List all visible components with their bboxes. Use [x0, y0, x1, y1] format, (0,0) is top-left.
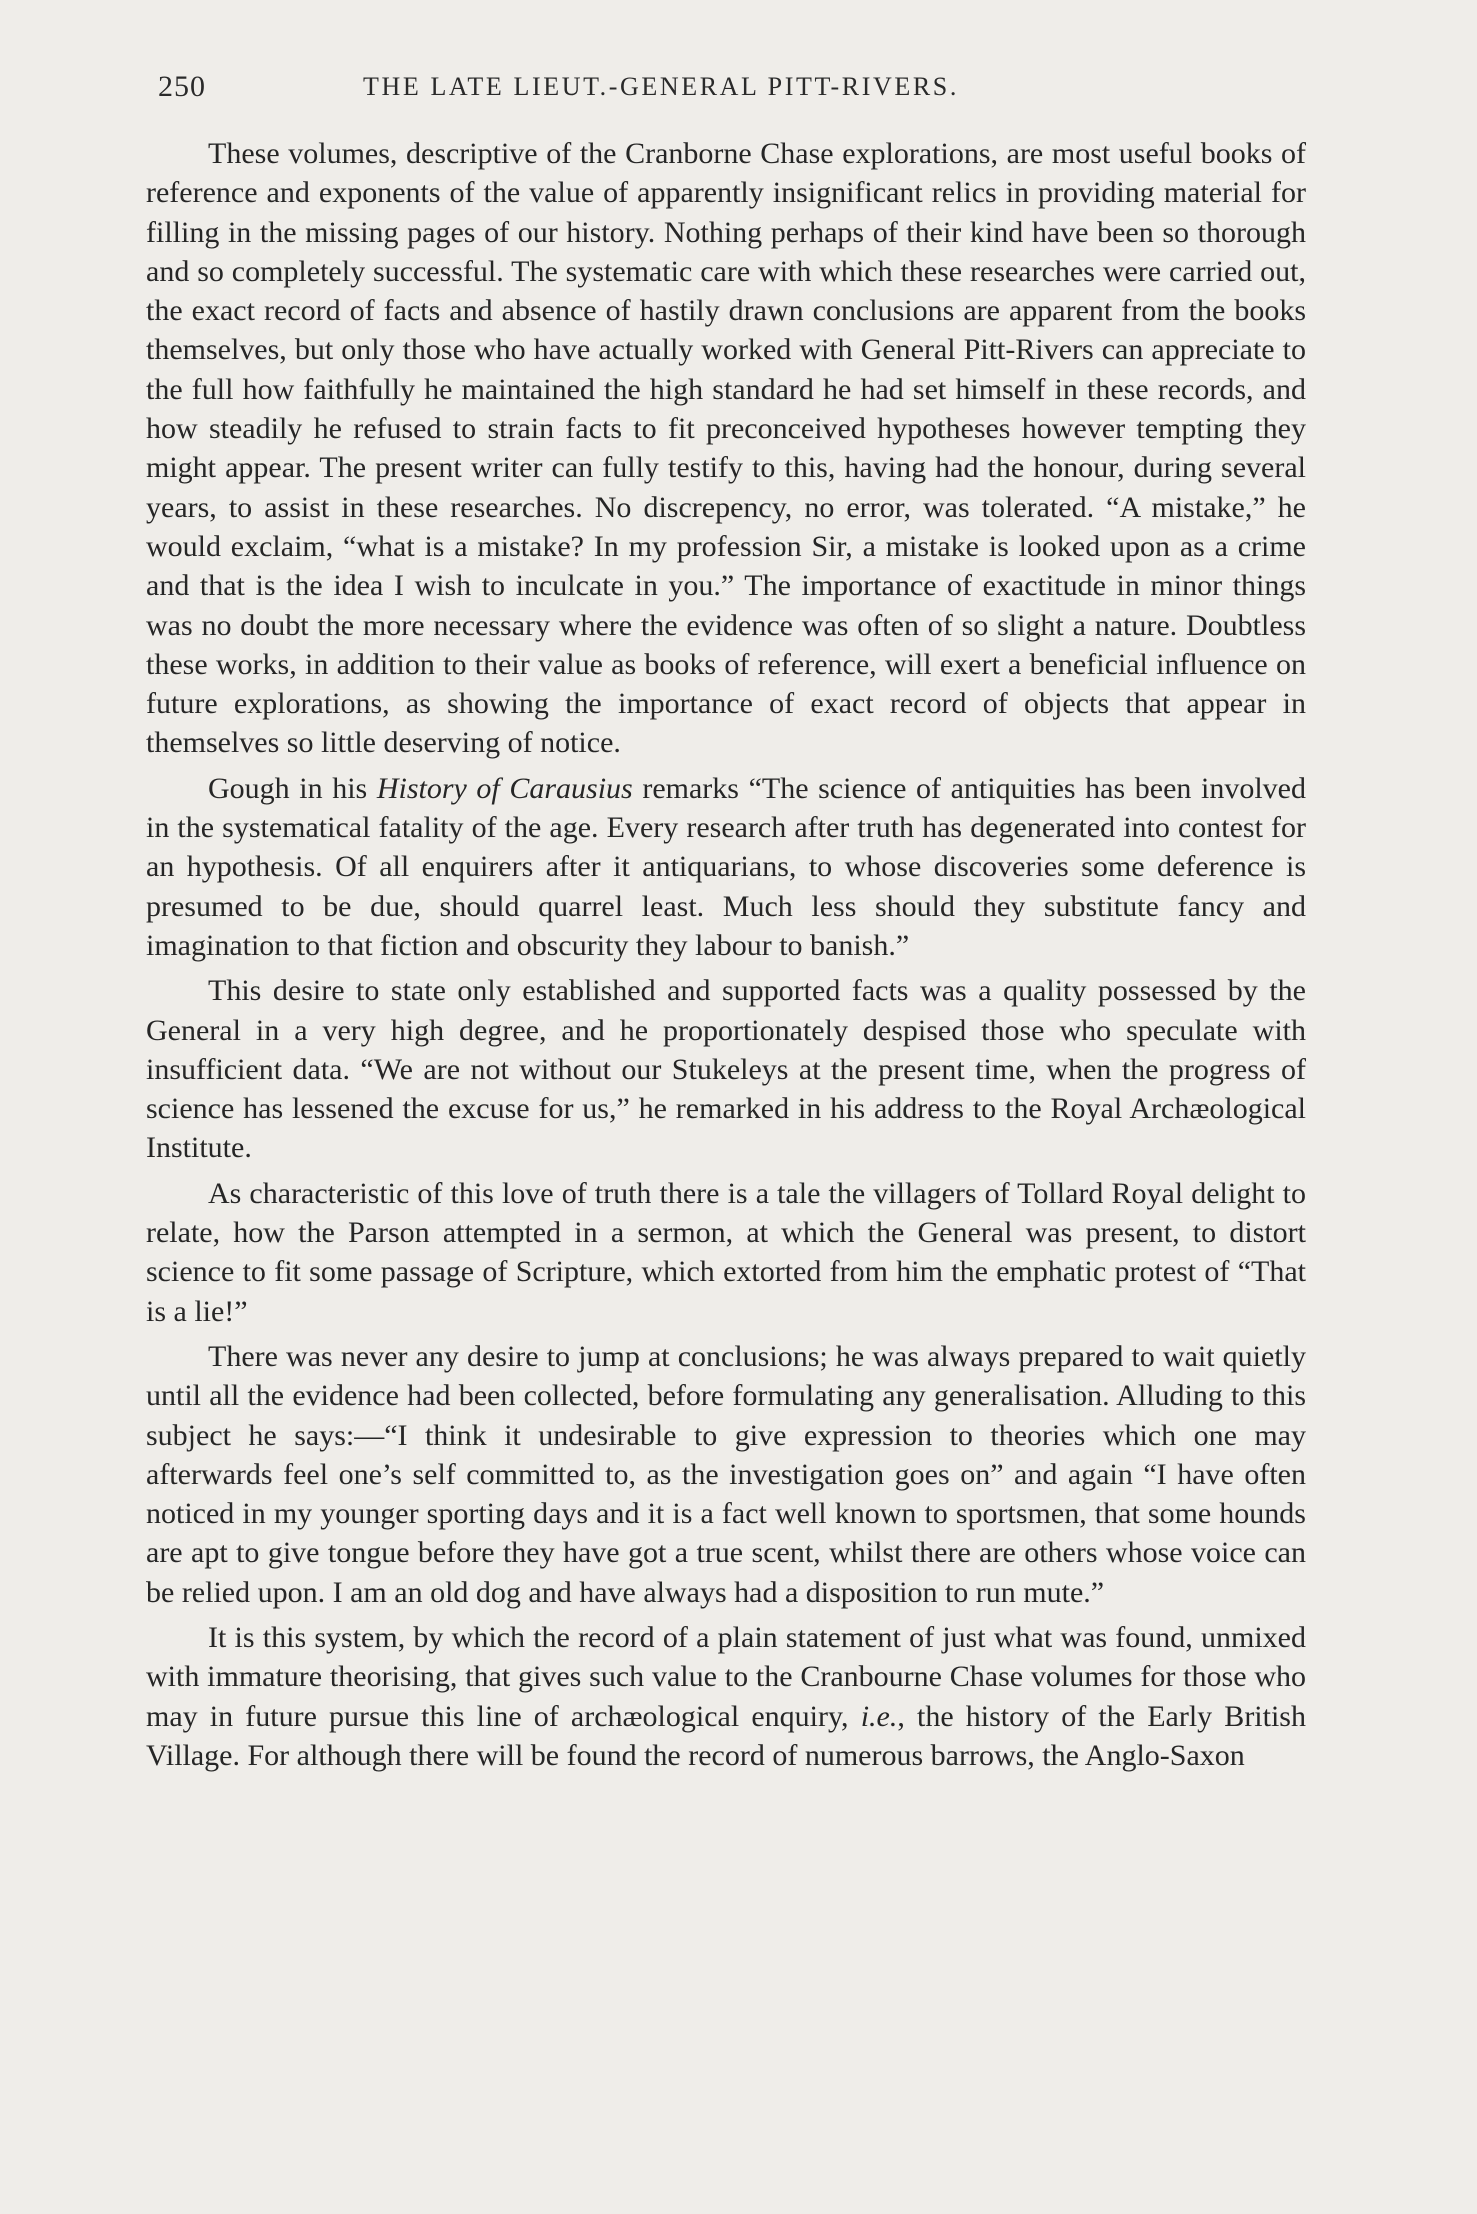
paragraph-1 [146, 134, 1306, 763]
paragraph-4 [146, 1174, 1306, 1331]
body-text [146, 134, 1306, 1781]
paragraph-4-text: As characteristic of this love of truth there is a tale the villagers of Tollard Royal delight to relate, how the Parson attempted in a sermon, at which the General was present, to distort science to fit some passage of Scripture, which extorted from him the emphatic protest of “That is a lie!” [146, 1176, 1306, 1328]
paragraph-3-text: This desire to state only established and supported facts was a quality possessed by the General in a very high degree, and he proportionately despised those who speculate with insufficient data. “We are not without our Stukeleys at the present time, when the progress of science has lessened the excuse for us,” he remarked in his address to the Royal Archæological Institute. [146, 974, 1306, 1165]
paragraph-5 [146, 1337, 1306, 1612]
page-number: 250 [158, 70, 206, 103]
paragraph-3 [146, 971, 1306, 1167]
paragraph-2-text-after: remarks “The science of antiquities has been involved in the systematical fatality of the age. Every research after truth has degenerated into contest for an hypothesis. Of all enquirers after it antiquarians, to whose discoveries some deference is presumed to be due, should quarrel least. Much less should they substitute fancy and imagination to that fiction and obscurity they labour to banish.” [146, 771, 1306, 962]
running-head: THE LATE LIEUT.-GENERAL PITT-RIVERS. [363, 72, 959, 101]
paragraph-6-text-before: It is this system, by which the record of a plain statement of just what was found, unmixed with immature theorising, that gives such value to the Cranbourne Chase volumes for those who may in future pursue this line of archæological enquiry, [146, 1620, 1306, 1733]
abbreviation-ie: i.e. [860, 1699, 898, 1733]
book-title-history-of-carausius: History of Carausius [376, 771, 633, 805]
paragraph-6-text-after: , the history of the Early British Village. For although there will be found the record of numerous barrows, the Anglo-Saxon [146, 1699, 1306, 1772]
paragraph-5-text: There was never any desire to jump at conclusions; he was always prepared to wait quietly until all the evidence had been collected, before formulating any generalisation. Alluding to this subject he says:—“I think it undesirable to give expression to theories which one may afterwards feel one’s self committed to, as the investigation goes on” and again “I have often noticed in my younger sporting days and it is a fact well known to sportsmen, that some hounds are apt to give tongue before they have got a true scent, whilst there are others whose voice can be relied upon. I am an old dog and have always had a disposition to run mute.” [146, 1339, 1306, 1609]
paragraph-1-text: These volumes, descriptive of the Cranborne Chase explorations, are most useful books of reference and exponents of the value of apparently insignificant relics in providing material for filling in the missing pages of our history. Nothing perhaps of their kind have been so thorough and so completely successful. The systematic care with which these researches were carried out, the exact record of facts and absence of hastily drawn conclusions are apparent from the books themselves, but only those who have actually worked with General Pitt-Rivers can appreciate to the full how faithfully he maintained the high standard he had set himself in these records, and how steadily he refused to strain facts to fit preconceived hypotheses however tempting they might appear. The present writer can fully testify to this, having had the honour, during several years, to assist in these researches. No discrepency, no error, was tolerated. “A mistake,” he would exclaim, “what is a mistake? In my profession Sir, a mistake is looked upon as a crime and that is the idea I wish to inculcate in you.” The importance of exactitude in minor things was no doubt the more necessary where the evidence was often of so slight a nature. Doubtless these works, in addition to their value as books of reference, will exert a beneficial influence on future explorations, as showing the importance of exact record of objects that appear in themselves so little deserving of notice. [146, 137, 1306, 760]
paragraph-2-text-before: Gough in his [208, 771, 377, 805]
paragraph-6 [146, 1618, 1306, 1775]
paragraph-2 [146, 769, 1306, 965]
